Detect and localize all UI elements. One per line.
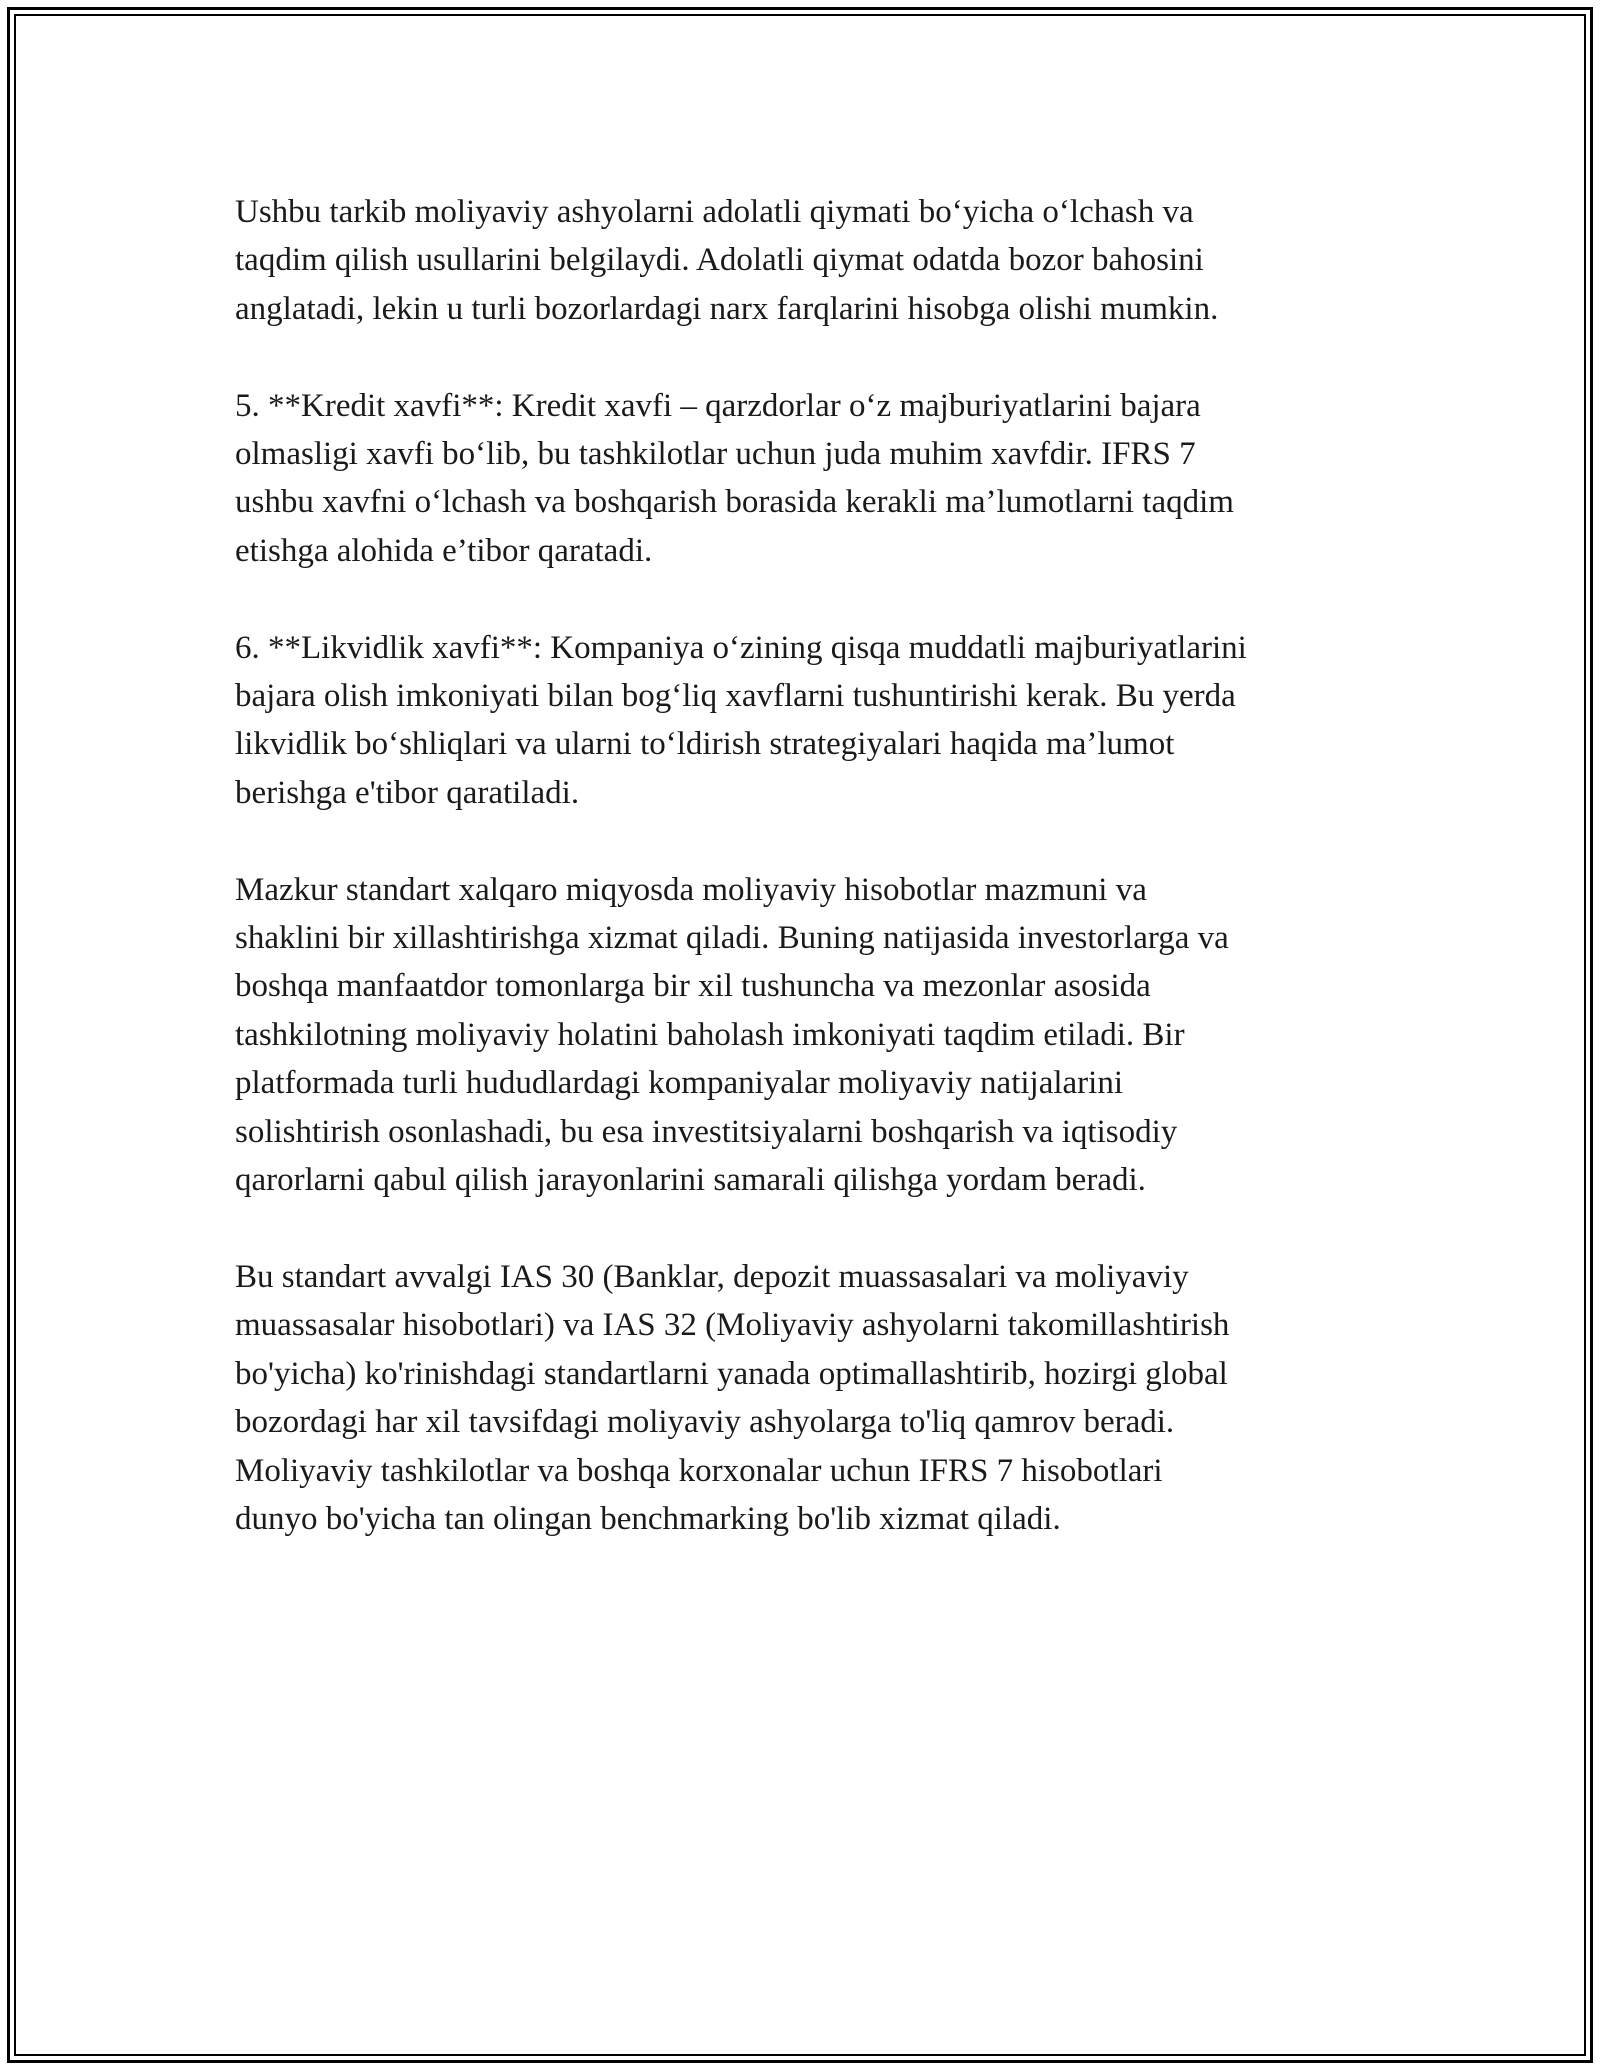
text-line: shaklini bir xillashtirishga xizmat qiladi. Buning natijasida investorlarga va <box>235 920 1229 957</box>
text-line: berishga e'tibor qaratiladi. <box>235 774 580 811</box>
paragraph <box>235 188 1375 333</box>
text-line: 6. **Likvidlik xavfi**: Kompaniya o‘zining qisqa muddatli majburiyatlarini <box>235 629 1247 666</box>
text-line: bo'yicha) ko'rinishdagi standartlarni yanada optimallashtirib, hozirgi global <box>235 1355 1228 1392</box>
text-line: Moliyaviy tashkilotlar va boshqa korxonalar uchun IFRS 7 hisobotlari <box>235 1452 1163 1489</box>
paragraph <box>235 866 1375 1205</box>
text-line: olmasligi xavfi bo‘lib, bu tashkilotlar uchun juda muhim xavfdir. IFRS 7 <box>235 436 1196 473</box>
text-line: Mazkur standart xalqaro miqyosda moliyaviy hisobotlar mazmuni va <box>235 871 1147 908</box>
text-line: Bu standart avvalgi IAS 30 (Banklar, depozit muassasalari va moliyaviy <box>235 1258 1189 1295</box>
text-line: ushbu xavfni o‘lchash va boshqarish borasida kerakli ma’lumotlarni taqdim <box>235 484 1234 521</box>
paragraph <box>235 1253 1375 1543</box>
document-body <box>235 188 1375 1592</box>
text-line: bozordagi har xil tavsifdagi moliyaviy ashyolarga to'liq qamrov beradi. <box>235 1404 1175 1441</box>
text-line: muassasalar hisobotlari) va IAS 32 (Moliyaviy ashyolarni takomillashtirish <box>235 1307 1230 1344</box>
text-line: 5. **Kredit xavfi**: Kredit xavfi – qarzdorlar o‘z majburiyatlarini bajara <box>235 387 1201 424</box>
text-line: boshqa manfaatdor tomonlarga bir xil tushuncha va mezonlar asosida <box>235 968 1151 1005</box>
text-line: taqdim qilish usullarini belgilaydi. Adolatli qiymat odatda bozor bahosini <box>235 242 1204 279</box>
text-line: platformada turli hududlardagi kompaniyalar moliyaviy natijalarini <box>235 1065 1123 1102</box>
text-line: dunyo bo'yicha tan olingan benchmarking bo'lib xizmat qiladi. <box>235 1500 1061 1537</box>
text-line: solishtirish osonlashadi, bu esa investitsiyalarni boshqarish va iqtisodiy <box>235 1113 1178 1150</box>
text-line: anglatadi, lekin u turli bozorlardagi narx farqlarini hisobga olishi mumkin. <box>235 290 1219 327</box>
text-line: Ushbu tarkib moliyaviy ashyolarni adolatli qiymati bo‘yicha o‘lchash va <box>235 194 1194 230</box>
text-line: qarorlarni qabul qilish jarayonlarini samarali qilishga yordam beradi. <box>235 1162 1146 1199</box>
text-line: etishga alohida e’tibor qaratadi. <box>235 532 653 569</box>
paragraph <box>235 624 1375 818</box>
paragraph <box>235 382 1375 576</box>
text-line: tashkilotning moliyaviy holatini baholash imkoniyati taqdim etiladi. Bir <box>235 1016 1185 1053</box>
text-line: likvidlik bo‘shliqlari va ularni to‘ldirish strategiyalari haqida ma’lumot <box>235 726 1175 763</box>
text-line: bajara olish imkoniyati bilan bog‘liq xavflarni tushuntirishi kerak. Bu yerda <box>235 678 1236 715</box>
